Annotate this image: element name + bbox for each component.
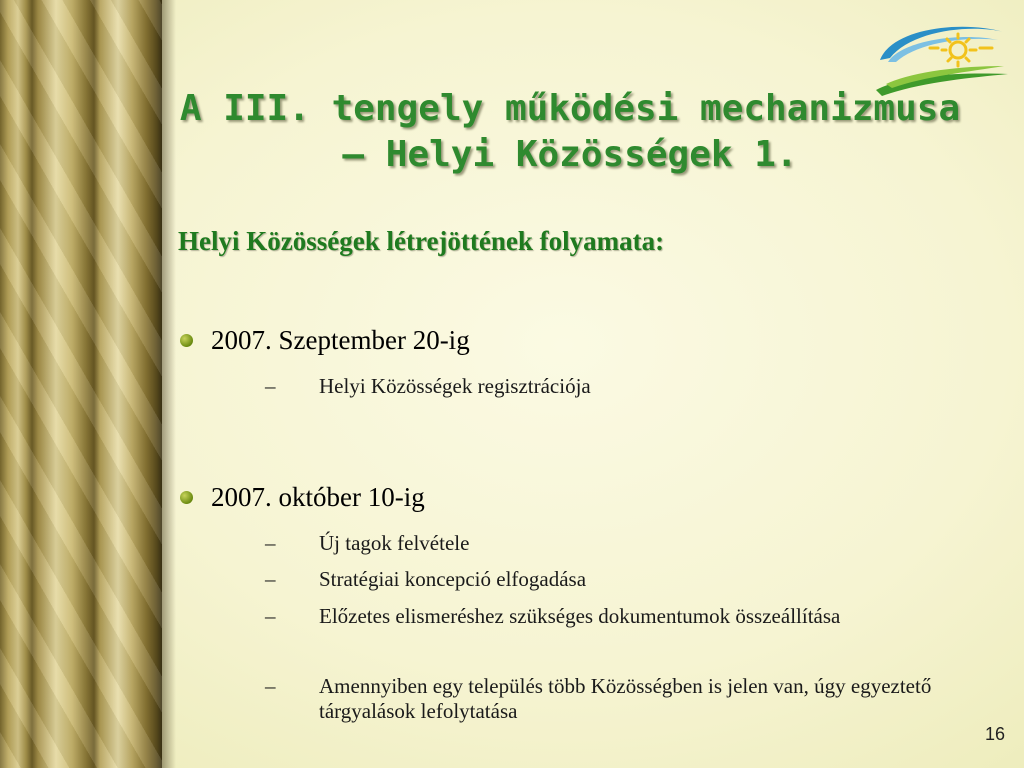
dash-icon: – (265, 567, 276, 591)
sub-item-text: Előzetes elismeréshez szükséges dokumentumok összeállítása (319, 604, 841, 628)
dash-icon: – (265, 674, 276, 698)
sub-item (265, 531, 999, 556)
sub-item-text: Stratégiai koncepció elfogadása (319, 567, 587, 591)
sub-item (265, 674, 999, 724)
title-line-2: – Helyi Közösségek 1. (342, 134, 798, 175)
bullet-label: 2007. Szeptember 20-ig (211, 325, 470, 355)
bullet-item (180, 482, 425, 513)
sub-item (265, 374, 999, 399)
sub-item (265, 567, 999, 592)
dash-icon: – (265, 531, 276, 555)
bullet-item (180, 325, 470, 356)
slide-title (150, 86, 990, 178)
bullet-label: 2007. október 10-ig (211, 482, 425, 512)
sub-item (265, 604, 919, 629)
dash-icon: – (265, 604, 276, 628)
page-number: 16 (985, 724, 1006, 744)
sub-item-text: Helyi Közösségek regisztrációja (319, 374, 591, 398)
title-line-1: A III. tengely működési mechanizmusa (179, 88, 961, 129)
decorative-pillar (0, 0, 162, 768)
bullet-dot-icon (180, 491, 193, 504)
sub-item-text: Amennyiben egy település több Közösségben is jelen van, úgy egyeztető tárgyalások lefolytatása (319, 674, 932, 723)
sub-item-text: Új tagok felvétele (319, 531, 470, 555)
dash-icon: – (265, 374, 276, 398)
bullet-dot-icon (180, 334, 193, 347)
slide-subtitle: Helyi Közösségek létrejöttének folyamata: (178, 226, 665, 256)
